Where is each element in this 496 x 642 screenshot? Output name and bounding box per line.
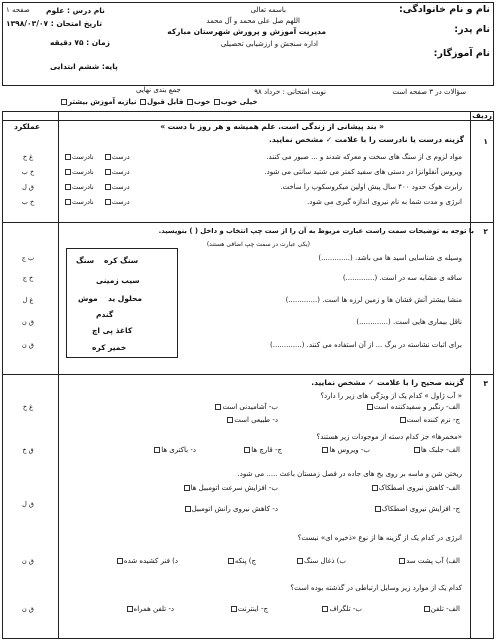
q3-subq-3-opt-d: د- کاهش نیروی رانش اتومبیل — [184, 505, 278, 514]
q2-word-5: موش — [78, 294, 98, 303]
q3-3-b-checkbox[interactable] — [184, 485, 190, 491]
q3-2-b-checkbox[interactable] — [322, 447, 328, 453]
q2-score-4: ق ن — [22, 318, 34, 326]
q2-item-5: برای اثبات نشاسته در برگ ... از آن استفاده می کنند. (.............) — [270, 341, 462, 349]
q2-note: (یکی عبارت در سمت چپ اضافی هستند) — [206, 241, 310, 248]
questions-count: سؤالات در ۳ صفحه است — [392, 88, 466, 96]
q3-4-a-checkbox[interactable] — [399, 558, 405, 564]
page-label: صفحه ۱ — [6, 6, 30, 14]
q2-score-1: ب ج — [21, 254, 35, 262]
q2-word-4: محلول ید — [108, 294, 143, 303]
q2-word-7: کاغذ پی اچ — [92, 326, 133, 335]
q3-2-c-checkbox[interactable] — [244, 447, 250, 453]
q3-subq-1-opt-b: ب- آشامیدنی است — [214, 403, 278, 412]
q3-1-b-checkbox[interactable] — [215, 404, 221, 410]
header-line2: مدیریت آموزش و پرورش شهرستان مبارکه — [167, 27, 326, 36]
q1-3-true-checkbox[interactable] — [105, 184, 111, 190]
q3-1-d-checkbox[interactable] — [227, 417, 233, 423]
grading-option-very-good: خیلی خوب — [220, 98, 258, 106]
q1-2-false-checkbox[interactable] — [65, 169, 71, 175]
q3-subq-4-opt-a: الف) آب پشت سد — [398, 557, 460, 566]
score-header: عملکرد — [14, 122, 41, 131]
q1-score-1: غ خ — [22, 153, 34, 161]
q3-subq-5-opt-a: الف- تلفن — [423, 605, 460, 614]
grading-option-acceptable: قابل قبول — [146, 98, 184, 106]
q1-1-false-checkbox[interactable] — [65, 154, 71, 160]
q3-5-a-checkbox[interactable] — [424, 606, 430, 612]
q3-subq-3-opt-a: الف- کاهش نیروی اصطکاک — [371, 484, 460, 493]
grading-checkbox-very-good[interactable] — [214, 99, 220, 105]
q2-score-2: خ ج — [22, 274, 34, 282]
q3-4-d-checkbox[interactable] — [117, 558, 123, 564]
grading-title: جمع بندی نهایی — [136, 86, 181, 94]
header-top-small: باسمه تعالی — [250, 6, 286, 14]
q2-item-2: ساقه ی مشابه سه در است. (.............) — [342, 274, 462, 282]
q1-options-row-1: درست نادرست — [64, 153, 130, 162]
q3-subq-1-opt-c: ج- نرم کننده است — [399, 416, 460, 425]
q3-subq-3-opt-b: ب- افزایش سرعت اتومبیل ها — [183, 484, 278, 493]
father-name-label: نام پدر: — [454, 24, 490, 35]
grading-option-good: خوب — [193, 98, 211, 106]
row-header: ردیف — [472, 111, 492, 120]
grade-label: پایه: ششم ابتدایی — [50, 62, 118, 71]
q2-score-5: ق ن — [22, 341, 34, 349]
q3-subq-1-opt-d: د- طبیعی است — [226, 416, 278, 425]
q3-1-a-checkbox[interactable] — [367, 404, 373, 410]
q2-score-3: غ ل — [22, 296, 34, 304]
exam-date-label: تاریخ امتحان : ۱۳۹۸/۰۳/۰۷ — [6, 19, 103, 28]
q3-score-1: غ خ — [22, 403, 34, 411]
q1-item-1: مواد لزوم ی از سنگ های سخت و معرکه شدند و ... صبور می کنند. — [266, 153, 462, 161]
q3-subq-1-opt-a: الف- رنگبر و سفیدکننده است — [366, 403, 460, 412]
q1-options-row-3: درست نادرست — [64, 183, 130, 192]
q3-subq-5: کدام یک از موارد زیر وسایل ارتباطی در گذشته بوده است؟ — [290, 584, 462, 592]
q3-subq-4-opt-b: ب) ذغال سنگ — [296, 557, 346, 566]
q3-subq-2-opt-c: ج- قارچ ها — [243, 446, 282, 455]
q3-subq-4-opt-d: د) فنر کشیده شده — [116, 557, 178, 566]
q3-5-d-checkbox[interactable] — [127, 606, 133, 612]
school-line: نوبت امتحانی : خرداد ۹۸ — [254, 88, 326, 96]
q3-subq-3: ریختن شن و ماسه بر روی یخ های جاده در فصل زمستان باعث ..... می شود. — [237, 470, 462, 478]
grading-checkbox-acceptable[interactable] — [140, 99, 146, 105]
q3-score-5: ق ن — [22, 605, 34, 613]
q1-item-3: رابرت هوک حدود ۴۰۰ سال پیش اولین میکروسکوپ را ساخت. — [280, 183, 462, 191]
q3-score-4: ق ن — [22, 557, 34, 565]
q3-3-c-checkbox[interactable] — [375, 506, 381, 512]
grading-option-needs-more: نیازبه آموزش بیشتر — [68, 98, 137, 106]
header-line3: اداره سنجش و ارزشیابی تحصیلی — [220, 40, 318, 48]
q3-score-3: ق ل — [22, 500, 34, 508]
q3-subq-5-opt-b: ب- تلگراف — [321, 605, 362, 614]
q2-bottom-divider — [2, 374, 494, 375]
q1-quote: « بند پیشانی از زندگی است. علم همیشه و هر روز با دست » — [160, 122, 384, 131]
q1-1-true-checkbox[interactable] — [105, 154, 111, 160]
q3-subq-2-opt-b: ب- ویروس ها — [321, 446, 370, 455]
q3-4-b-checkbox[interactable] — [297, 558, 303, 564]
q3-subq-4-opt-c: ج) پنکه — [227, 557, 256, 566]
q3-number: ۳ — [483, 379, 488, 388]
q3-4-c-checkbox[interactable] — [228, 558, 234, 564]
q3-subq-1: « آب ژاول » کدام یک از ویژگی های زیر را دارد؟ — [320, 392, 462, 400]
q3-3-d-checkbox[interactable] — [185, 506, 191, 512]
q3-score-2: ق خ — [22, 446, 34, 454]
q2-word-1: سنگ کره — [104, 256, 139, 265]
q3-5-c-checkbox[interactable] — [231, 606, 237, 612]
student-name-label: نام و نام خانوادگی: — [398, 4, 490, 15]
q3-3-a-checkbox[interactable] — [372, 485, 378, 491]
q1-4-true-checkbox[interactable] — [105, 199, 111, 205]
grading-options — [60, 98, 258, 106]
q1-title: گزینه درست یا نادرست را با علامت ✓ مشخص نمایید. — [268, 135, 464, 144]
time-label: زمان : ۷۵ دقیقه — [50, 38, 110, 47]
row-column-divider — [470, 111, 471, 639]
q1-score-3: ق ل — [22, 183, 34, 191]
q3-subq-3-opt-c: ج- افزایش نیروی اصطکاک — [374, 505, 460, 514]
q2-word-8: خمیر کره — [92, 343, 127, 352]
q3-subq-5-opt-d: د- تلفن همراه — [126, 605, 174, 614]
q3-1-c-checkbox[interactable] — [400, 417, 406, 423]
q2-word-6: گندم — [96, 310, 114, 319]
q1-2-true-checkbox[interactable] — [105, 169, 111, 175]
q2-number: ۲ — [483, 227, 488, 236]
header-row-divider — [2, 120, 494, 121]
teacher-name-label: نام آموزگار: — [433, 48, 490, 59]
q1-options-row-4: درست نادرست — [64, 198, 130, 207]
q1-item-2: ویروس آنفلوانزا در دستی های سفید کمتر می شنید سانتی می شود. — [264, 168, 462, 176]
q3-2-d-checkbox[interactable] — [154, 447, 160, 453]
q3-subq-5-opt-c: ج- اینترنت — [230, 605, 268, 614]
q1-4-false-checkbox[interactable] — [65, 199, 71, 205]
grading-checkbox-good[interactable] — [187, 99, 193, 105]
q2-word-3: سیب زمینی — [96, 276, 140, 285]
q2-item-1: وسیله ی شناسایی اسید ها می باشد. (.............) — [318, 254, 462, 262]
q2-item-3: منشا بیشتر آتش فشان ها و زمین لرزه ها است. (.............) — [285, 296, 462, 304]
q1-item-4: انرژی و مدت شما به نام نیروی اندازه گیری می شود. — [307, 198, 462, 206]
q1-bottom-divider — [2, 222, 494, 223]
q1-3-false-checkbox[interactable] — [65, 184, 71, 190]
q3-subq-2: «مخمرها» جز کدام دسته از موجودات زیر هستند؟ — [316, 433, 462, 441]
subject-label: نام درس : علوم — [46, 6, 105, 15]
q3-5-b-checkbox[interactable] — [322, 606, 328, 612]
q1-number: ۱ — [483, 137, 488, 146]
q3-title: گزینه صحیح را با علامت ✓ مشخص نمایید. — [311, 378, 464, 387]
q2-item-4: ناقل بیماری هایی است. (.............) — [356, 318, 462, 326]
q2-title: با توجه به توضیحات سمت راست عبارت مربوط به آن را از ست چپ انتخاب و داخل ( ) بنویسید. — [158, 227, 474, 235]
q1-score-2: خ ب — [21, 168, 35, 176]
q2-word-2: سنگ — [76, 256, 95, 265]
q1-options-row-2: درست نادرست — [64, 168, 130, 177]
grading-checkbox-needs-more[interactable] — [61, 99, 67, 105]
q3-2-a-checkbox[interactable] — [414, 447, 420, 453]
q3-subq-2-opt-d: د- باکتری ها — [153, 446, 196, 455]
q3-subq-4: انرژی در کدام یک از گزینه ها از نوع «ذخیره ای» نیست؟ — [297, 534, 462, 542]
q3-subq-2-opt-a: الف- جلبک ها — [413, 446, 460, 455]
score-column-divider — [58, 111, 59, 639]
header-line1: اللهم صل علی محمد و آل محمد — [206, 17, 300, 25]
q1-score-4: خ ب — [21, 198, 35, 206]
